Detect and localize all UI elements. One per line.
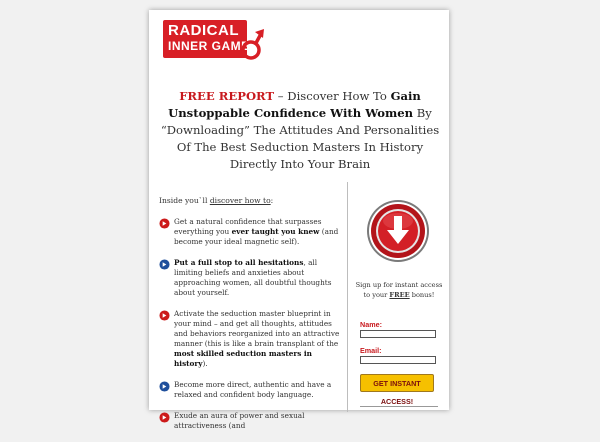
blue-arrow-icon	[159, 381, 170, 392]
red-arrow-icon	[159, 218, 170, 229]
headline-part1: – Discover How To	[274, 89, 391, 103]
name-label: Name:	[360, 320, 382, 329]
item-text: Exude an aura of power and sexual attractiveness (and	[174, 411, 305, 430]
headline-part2: By “Downloading” The Attitudes And Personalities Of The Best Seduction Masters In History Directly Into Your Brain	[160, 106, 440, 171]
red-arrow-icon	[159, 412, 170, 423]
list-item	[159, 380, 345, 400]
get-instant-access-button[interactable]: GET INSTANT ACCESS!	[360, 374, 434, 392]
intro-text	[159, 196, 345, 206]
free-report-label: FREE REPORT	[179, 89, 275, 103]
blue-arrow-icon	[159, 259, 170, 270]
item-text: Get a natural confidence that surpasses everything you	[174, 217, 322, 236]
item-text: Become more direct, authentic and have a relaxed and confident body language.	[174, 380, 332, 399]
male-symbol-icon	[241, 28, 265, 62]
optin-form	[360, 320, 440, 408]
headline-bold: Gain Unstoppable Confidence With Women	[168, 89, 421, 120]
form-divider	[360, 406, 438, 407]
download-arrow-icon[interactable]	[366, 199, 430, 263]
headline	[159, 88, 441, 173]
logo-line2: INNER GAME	[168, 39, 250, 53]
intro-suffix: :	[270, 196, 274, 205]
column-divider	[347, 182, 348, 412]
name-field[interactable]	[360, 330, 436, 338]
item-text: , all limiting beliefs and anxieties about approaching women, all doubtful thoughts about yourself.	[174, 258, 332, 297]
list-item	[159, 258, 345, 298]
email-field[interactable]	[360, 356, 436, 364]
benefits-column	[159, 196, 345, 442]
email-label: Email:	[360, 346, 382, 355]
red-arrow-icon	[159, 310, 170, 321]
logo[interactable]	[163, 20, 268, 64]
item-bold: ever taught you knew	[231, 227, 320, 236]
item-bold: Put a full stop to all hesitations	[174, 258, 304, 267]
signup-text1: Sign up for instant access to your	[355, 281, 443, 299]
signup-text	[355, 280, 443, 300]
page-panel	[149, 10, 449, 430]
item-bold: most skilled seduction masters in history	[174, 349, 312, 368]
intro-prefix: Inside you`ll	[159, 196, 210, 205]
list-item	[159, 217, 345, 247]
signup-text2: bonus!	[409, 291, 435, 299]
signup-free: FREE	[389, 291, 410, 299]
logo-line1: RADICAL	[168, 22, 239, 39]
item-text: (and become your ideal magnetic self).	[174, 227, 339, 246]
intro-underlined: discover how to	[209, 196, 271, 205]
item-text: Activate the seduction master blueprint in your mind – and get all thoughts, attitudes and behaviors reorganized into an attractive manner (this is like a brain transplant of the	[174, 309, 340, 348]
list-item	[159, 411, 345, 431]
item-text: ).	[202, 359, 208, 368]
list-item	[159, 309, 345, 369]
